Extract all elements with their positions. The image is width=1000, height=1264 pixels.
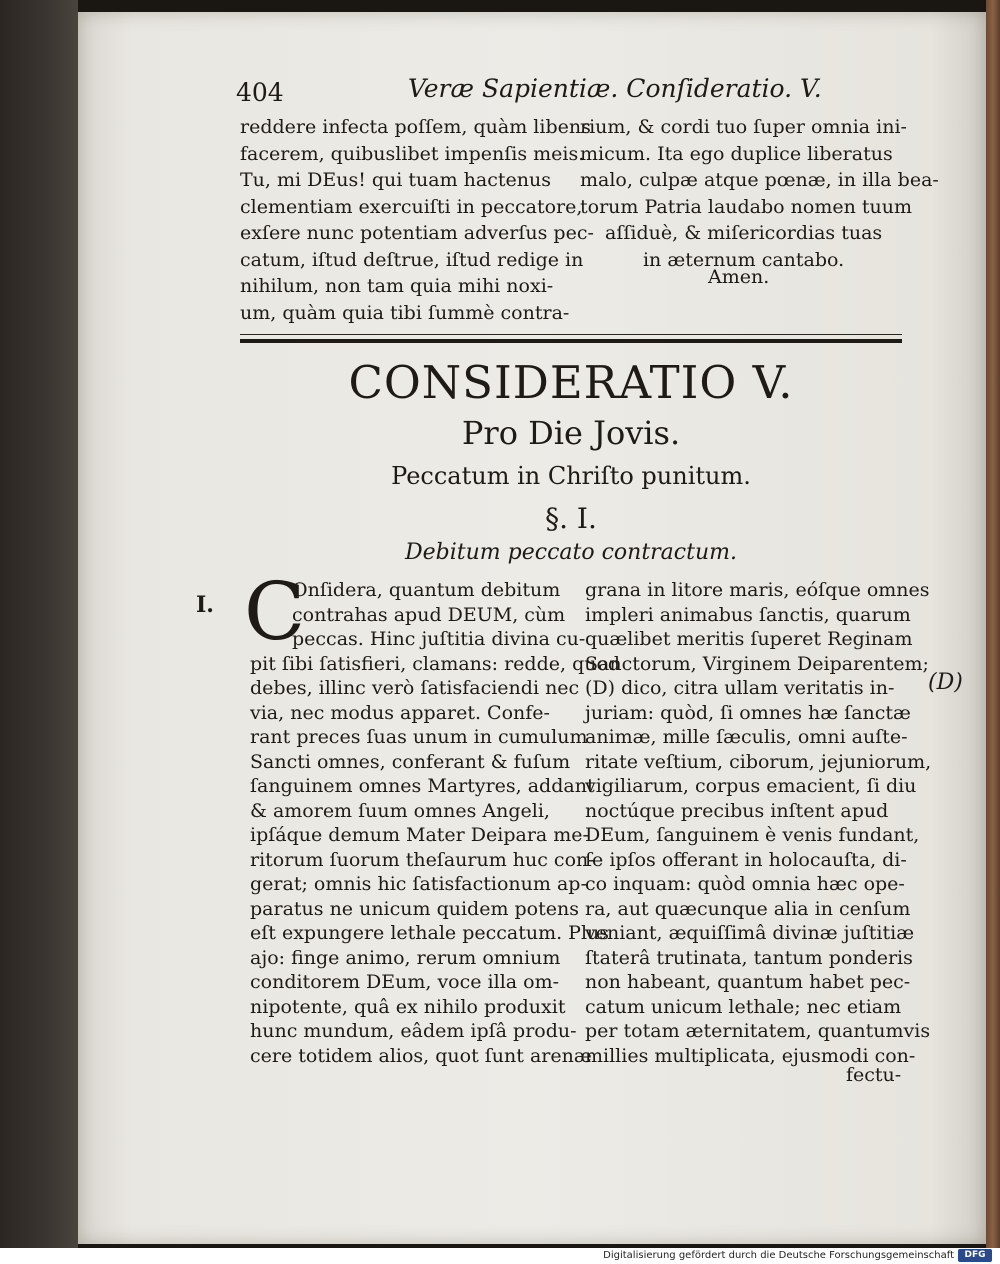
text-line: ſtaterâ trutinata, tantum ponderis [585, 946, 913, 969]
text-line: rant preces ſuas unum in cumulum [250, 726, 588, 748]
text-line: nipotente, quâ ex nihilo produxit [250, 995, 566, 1018]
text-line: malo, culpæ atque pœnæ, in illa bea- [580, 169, 939, 191]
text-line: quælibet meritis ſuperet Reginam [585, 628, 913, 650]
text-line: nihilum, non tam quia mihi noxi- [240, 275, 554, 297]
text-line: um, quàm quia tibi ſummè contra- [240, 301, 570, 324]
text-line: Sanctorum, Virginem Deiparentem; [585, 652, 929, 675]
text-line: grana in litore maris, eóſque omnes [585, 579, 930, 601]
text-line: per totam æternitatem, quantumvis [585, 1020, 931, 1042]
text-line: peccas. Hinc juſtitia divina cu- [292, 628, 586, 650]
page-number: 404 [236, 78, 284, 107]
text-line: torum Patria laudabo nomen tuum [580, 195, 912, 218]
top-text-left-column [240, 114, 594, 326]
catchword: fectu- [846, 1064, 902, 1086]
body-left-column [250, 652, 620, 1069]
chapter-day: Pro Die Jovis. [461, 414, 681, 452]
section-number: §. I. [545, 502, 597, 535]
text-line: ſe ipſos offerant in holocauſta, di- [585, 848, 907, 871]
dfg-logo: DFG [958, 1249, 992, 1262]
text-line: co inquam: quòd omnia hæc ope- [585, 873, 905, 895]
text-line: conditorem DEum, voce illa om- [250, 971, 560, 993]
text-line: hunc mundum, eâdem ipſâ produ- [250, 1020, 577, 1042]
text-line: via, nec modus apparet. Confe- [250, 701, 550, 724]
text-line: millies multiplicata, ejusmodi con- [585, 1044, 916, 1067]
body-right-column [585, 578, 931, 1068]
divider-rule-thin [240, 334, 902, 335]
book-cover-edge [986, 0, 1000, 1248]
text-line: cere totidem alios, quot ſunt arenæ [250, 1044, 592, 1067]
chapter-subtitle: Peccatum in Chriſto punitum. [391, 462, 751, 490]
text-line: ra, aut quæcunque alia in cenſum [585, 897, 911, 920]
text-line: catum, iſtud deſtrue, iſtud redige in [240, 248, 584, 271]
section-title: Debitum peccato contractum. [405, 540, 737, 565]
text-line: animæ, mille ſæculis, omni auſte- [585, 726, 908, 748]
text-line: ritorum ſuorum theſaurum huc con- [250, 848, 595, 871]
text-line: catum unicum lethale; nec etiam [585, 995, 902, 1018]
text-line: reddere infecta poſſem, quàm libens [240, 116, 591, 138]
text-line: DEum, ſanguinem è venis fundant, [585, 824, 920, 846]
divider-rule-thick [240, 339, 902, 343]
text-line: contrahas apud DEUM, cùm [292, 603, 566, 626]
text-line: clementiam exercuiſti in peccatore, [240, 195, 583, 218]
margin-paragraph-number: I. [196, 592, 214, 618]
text-line: noctúque precibus inſtent apud [585, 799, 889, 822]
text-line: & amorem ſuum omnes Angeli, [250, 799, 550, 822]
text-line: vigiliarum, corpus emacient, ſi diu [585, 775, 917, 797]
text-line: debes, illinc verò ſatisfaciendi nec [250, 677, 580, 699]
text-line: impleri animabus ſanctis, quarum [585, 603, 911, 626]
margin-note-reference: (D) [928, 670, 963, 695]
text-line: eſt expungere lethale peccatum. Plus [250, 922, 610, 944]
text-line: facerem, quibuslibet impenſis meis. [240, 142, 585, 165]
text-line: Tu, mi DEus! qui tuam hactenus [240, 169, 551, 191]
text-line: non habeant, quantum habet pec- [585, 971, 911, 993]
text-line: ajo: finge animo, rerum omnium [250, 946, 561, 969]
text-line: paratus ne unicum quidem potens [250, 897, 579, 920]
text-line: micum. Ita ego duplice liberatus [580, 142, 893, 165]
text-line: veniant, æquiſſimâ divinæ juſtitiæ [585, 922, 915, 944]
drop-cap-initial: C [244, 565, 306, 658]
text-line: ſanguinem omnes Martyres, addant [250, 775, 595, 797]
text-line: in æternum cantabo. [642, 248, 845, 271]
text-line: ritate veſtium, ciborum, jejuniorum, [585, 750, 932, 773]
book-spine-edge [0, 0, 78, 1248]
text-line: Sancti omnes, conferant & fuſum [250, 750, 571, 773]
text-line: juriam: quòd, ſi omnes hæ ſanctæ [585, 701, 911, 724]
amen-text: Amen. [708, 266, 770, 288]
chapter-heading: CONSIDERATIO V. [348, 356, 794, 409]
text-line: ipſáque demum Mater Deipara me- [250, 824, 589, 846]
text-line: exſere nunc potentiam adverſus pec- [240, 222, 594, 244]
running-title: Veræ Sapientiæ. Conſideratio. V. [408, 74, 822, 103]
text-line: (D) dico, citra ullam veritatis in- [585, 677, 895, 699]
text-line: gerat; omnis hic ſatisfactionum ap- [250, 873, 587, 895]
text-line: rium, & cordi tuo ſuper omnia ini- [580, 116, 907, 138]
text-line: aſſiduè, & miſericordias tuas [605, 222, 883, 244]
text-line: pit ſibi ſatisfieri, clamans: redde, quod [250, 652, 621, 675]
footer-credit: Digitalisierung gefördert durch die Deutsche Forschungsgemeinschaft [603, 1250, 954, 1261]
body-indented-lines [292, 578, 585, 652]
top-text-right-column [580, 114, 939, 220]
text-line: Onſidera, quantum debitum [292, 579, 561, 601]
